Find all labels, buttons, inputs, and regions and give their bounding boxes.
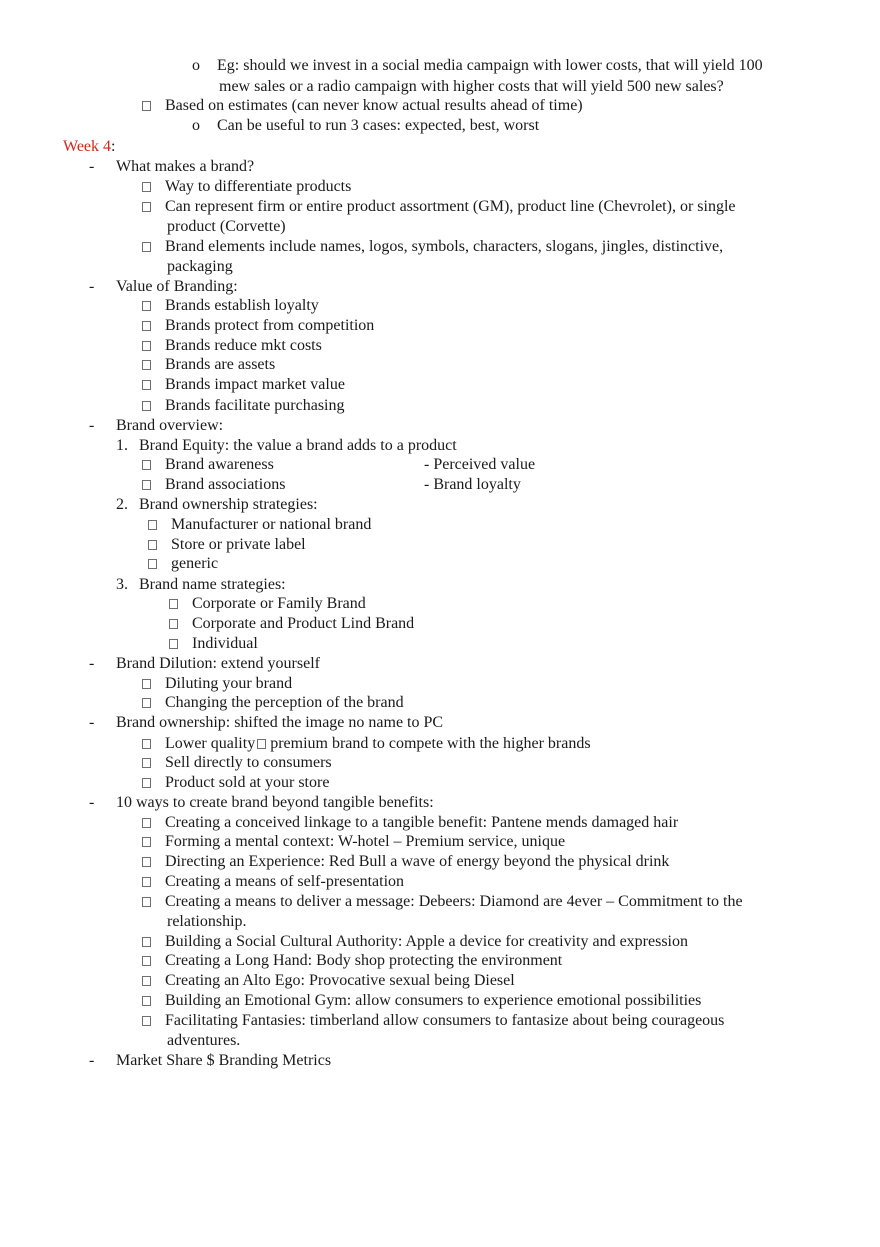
ownership-heading: Brand ownership strategies: [139, 496, 318, 513]
dash-marker: - [89, 417, 95, 434]
checkbox-icon [142, 877, 151, 887]
list-item: Directing an Experience: Red Bull a wave of energy beyond the physical drink [165, 853, 670, 870]
checkbox-icon [142, 242, 151, 252]
dash-marker: - [89, 655, 95, 672]
list-item: Forming a mental context: W-hotel – Premium service, unique [165, 833, 566, 850]
list-item: Corporate and Product Lind Brand [192, 615, 415, 632]
dash-marker: - [89, 714, 95, 731]
list-item [165, 734, 591, 754]
checkbox-icon [142, 837, 151, 847]
eg-line-2: mew sales or a radio campaign with higher costs that will yield 500 new sales? [219, 78, 724, 95]
list-item: Brands protect from competition [165, 317, 375, 334]
list-item-continued: adventures. [167, 1032, 241, 1049]
number-marker: 1. [116, 437, 128, 454]
checkbox-icon [169, 619, 178, 629]
list-item: Creating an Alto Ego: Provocative sexual being Diesel [165, 972, 515, 989]
checkbox-icon [142, 956, 151, 966]
list-item: Manufacturer or national brand [171, 516, 372, 533]
estimates-text: Based on estimates (can never know actual results ahead of time) [165, 97, 583, 114]
week-colon: : [111, 138, 116, 155]
list-item: Can represent firm or entire product assortment (GM), product line (Chevrolet), or single [165, 198, 736, 215]
list-item: Brand associations [165, 476, 286, 493]
list-item: Brands establish loyalty [165, 297, 319, 314]
checkbox-icon [142, 341, 151, 351]
checkbox-icon [142, 321, 151, 331]
arrow-placeholder-icon [257, 739, 266, 749]
week-label: Week 4 [63, 138, 112, 155]
checkbox-icon [142, 380, 151, 390]
checkbox-icon [169, 599, 178, 609]
dash-marker: - [89, 794, 95, 811]
list-item: Building a Social Cultural Authority: Apple a device for creativity and expression [165, 933, 688, 950]
list-item-continued: packaging [167, 258, 233, 275]
section-heading: Value of Branding: [116, 278, 238, 295]
list-item: Store or private label [171, 536, 306, 553]
week-heading [63, 137, 115, 157]
list-item: Diluting your brand [165, 675, 293, 692]
checkbox-icon [142, 101, 151, 111]
dash-marker: - [89, 1052, 95, 1069]
dash-marker: - [89, 158, 95, 175]
section-heading: Brand ownership: shifted the image no name to PC [116, 714, 444, 731]
list-item: - Perceived value [424, 456, 536, 473]
lower-quality-text: Lower quality [165, 735, 256, 752]
checkbox-icon [142, 360, 151, 370]
checkbox-icon [142, 778, 151, 788]
checkbox-icon [148, 559, 157, 569]
name-strategies-heading: Brand name strategies: [139, 576, 286, 593]
equity-heading: Brand Equity: the value a brand adds to a product [139, 437, 457, 454]
checkbox-icon [142, 698, 151, 708]
checkbox-icon [148, 520, 157, 530]
section-heading: Brand overview: [116, 417, 224, 434]
checkbox-icon [142, 937, 151, 947]
section-heading: 10 ways to create brand beyond tangible benefits: [116, 794, 434, 811]
sub-bullet-marker: o [192, 57, 200, 74]
list-item: Creating a Long Hand: Body shop protecting the environment [165, 952, 563, 969]
checkbox-icon [142, 739, 151, 749]
section-heading: What makes a brand? [116, 158, 255, 175]
sub-bullet-marker: o [192, 117, 200, 134]
checkbox-icon [142, 857, 151, 867]
list-item: Corporate or Family Brand [192, 595, 366, 612]
list-item: Brands are assets [165, 356, 276, 373]
number-marker: 3. [116, 576, 128, 593]
three-cases-text: Can be useful to run 3 cases: expected, best, worst [217, 117, 540, 134]
list-item-continued: relationship. [167, 913, 247, 930]
checkbox-icon [142, 818, 151, 828]
checkbox-icon [142, 202, 151, 212]
checkbox-icon [142, 679, 151, 689]
checkbox-icon [142, 480, 151, 490]
list-item: Brands impact market value [165, 376, 345, 393]
checkbox-icon [142, 996, 151, 1006]
list-item: Way to differentiate products [165, 178, 352, 195]
eg-line-1: Eg: should we invest in a social media campaign with lower costs, that will yield 100 [217, 57, 763, 74]
list-item: Creating a means of self-presentation [165, 873, 405, 890]
list-item: Building an Emotional Gym: allow consumers to experience emotional possibilities [165, 992, 702, 1009]
checkbox-icon [169, 639, 178, 649]
list-item: Brand elements include names, logos, symbols, characters, slogans, jingles, distinctive, [165, 238, 724, 255]
list-item: Brand awareness [165, 456, 274, 473]
list-item: Individual [192, 635, 258, 652]
checkbox-icon [142, 401, 151, 411]
list-item: generic [171, 555, 219, 572]
number-marker: 2. [116, 496, 128, 513]
list-item: Creating a means to deliver a message: Debeers: Diamond are 4ever – Commitment to the [165, 893, 743, 910]
list-item: Changing the perception of the brand [165, 694, 404, 711]
checkbox-icon [142, 1016, 151, 1026]
checkbox-icon [142, 976, 151, 986]
checkbox-icon [142, 897, 151, 907]
checkbox-icon [148, 540, 157, 550]
dash-marker: - [89, 278, 95, 295]
section-heading: Market Share $ Branding Metrics [116, 1052, 332, 1069]
list-item: Sell directly to consumers [165, 754, 332, 771]
checkbox-icon [142, 182, 151, 192]
list-item: Brands reduce mkt costs [165, 337, 322, 354]
section-heading: Brand Dilution: extend yourself [116, 655, 320, 672]
list-item: Facilitating Fantasies: timberland allow consumers to fantasize about being courageous [165, 1012, 725, 1029]
list-item: Product sold at your store [165, 774, 330, 791]
premium-brand-text: premium brand to compete with the higher brands [270, 735, 591, 752]
list-item-continued: product (Corvette) [167, 218, 286, 235]
checkbox-icon [142, 301, 151, 311]
list-item: Brands facilitate purchasing [165, 397, 345, 414]
list-item: Creating a conceived linkage to a tangible benefit: Pantene mends damaged hair [165, 814, 679, 831]
checkbox-icon [142, 758, 151, 768]
checkbox-icon [142, 460, 151, 470]
list-item: - Brand loyalty [424, 476, 521, 493]
